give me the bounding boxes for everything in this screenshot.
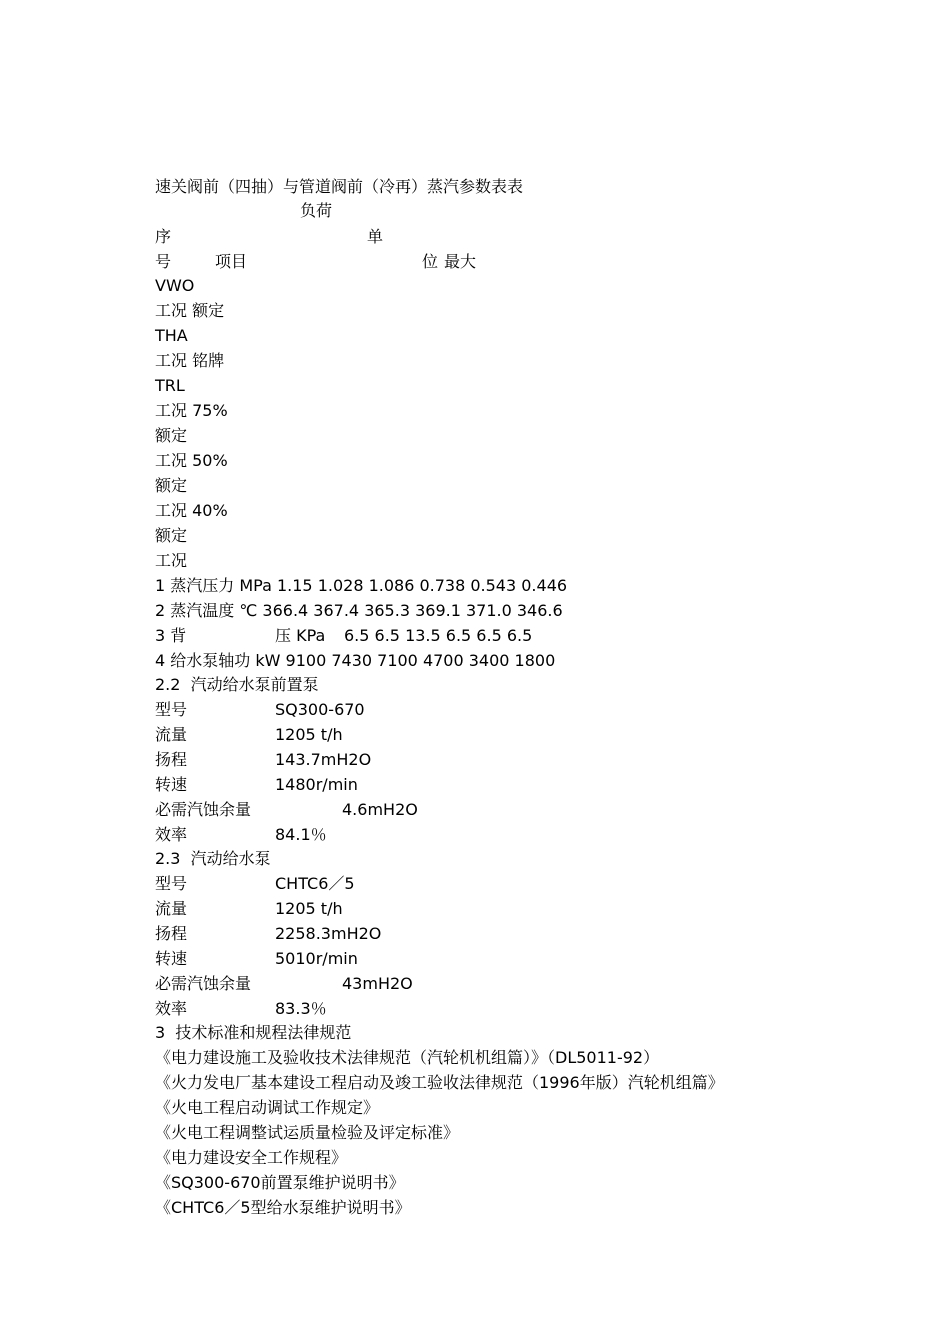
spec-value: 143.7mH2O — [275, 750, 372, 769]
spec-label: 必需汽蚀余量 — [155, 974, 252, 993]
spec-value: CHTC6／5 — [275, 874, 355, 893]
spec-value: 5010r/min — [275, 949, 358, 968]
spec-label: 转速 — [155, 775, 188, 794]
header-condition: 额定 — [155, 526, 188, 545]
header-condition: 工况 75% — [155, 401, 228, 420]
spec-label: 型号 — [155, 874, 188, 893]
table-row: 4 给水泵轴功 kW 9100 7430 7100 4700 3400 1800 — [155, 651, 556, 670]
row3-seq-item: 3 背 — [155, 626, 187, 645]
table-row: 2 蒸汽温度 ℃ 366.4 367.4 365.3 369.1 371.0 346.6 — [155, 601, 563, 620]
table-row: 1 蒸汽压力 MPa 1.15 1.028 1.086 0.738 0.543 0.446 — [155, 576, 568, 595]
spec-label: 转速 — [155, 949, 188, 968]
spec-label: 效率 — [155, 999, 188, 1018]
standard-item: 《电力建设安全工作规程》 — [155, 1148, 348, 1167]
header-condition: TRL — [155, 376, 185, 395]
header-condition: 额定 — [155, 476, 188, 495]
spec-value: 4.6mH2O — [342, 800, 418, 819]
spec-label: 必需汽蚀余量 — [155, 800, 252, 819]
section-23-title: 2.3 汽动给水泵 — [155, 849, 271, 868]
row3-item-unit: 压 KPa — [275, 626, 326, 645]
row3-values: 6.5 6.5 13.5 6.5 6.5 6.5 — [344, 626, 533, 645]
spec-value: SQ300-670 — [275, 700, 365, 719]
header-item: 项目 — [215, 252, 248, 271]
standard-item: 《电力建设施工及验收技术法律规范（汽轮机机组篇）》（DL5011-92） — [155, 1048, 660, 1067]
spec-value: 1205 t/h — [275, 725, 343, 744]
spec-value: 1480r/min — [275, 775, 358, 794]
header-unit-bottom: 位 — [422, 252, 439, 271]
header-condition: 工况 — [155, 551, 188, 570]
spec-value: 84.1％ — [275, 825, 327, 844]
section-22-title: 2.2 汽动给水泵前置泵 — [155, 675, 319, 694]
header-condition: 工况 50% — [155, 451, 228, 470]
header-max: 最大 — [444, 252, 477, 271]
header-seq-top: 序 — [155, 227, 172, 246]
spec-value: 43mH2O — [342, 974, 413, 993]
header-unit-top: 单 — [367, 227, 384, 246]
section-3-title: 3 技术标准和规程法律规范 — [155, 1023, 352, 1042]
standard-item: 《SQ300-670前置泵维护说明书》 — [155, 1173, 405, 1192]
spec-label: 流量 — [155, 899, 188, 918]
spec-label: 型号 — [155, 700, 188, 719]
header-seq-bottom: 号 — [155, 252, 172, 271]
header-condition: 工况 40% — [155, 501, 228, 520]
header-condition: THA — [155, 326, 188, 345]
header-condition: 额定 — [155, 426, 188, 445]
table-title: 速关阀前（四抽）与管道阀前（冷再）蒸汽参数表表 — [155, 177, 524, 196]
standard-item: 《火力发电厂基本建设工程启动及竣工验收法律规范（1996年版）汽轮机组篇》 — [155, 1073, 724, 1092]
header-load: 负荷 — [300, 201, 333, 220]
spec-value: 2258.3mH2O — [275, 924, 382, 943]
spec-label: 扬程 — [155, 750, 188, 769]
header-condition: 工况 额定 — [155, 301, 225, 320]
standard-item: 《火电工程启动调试工作规定》 — [155, 1098, 380, 1117]
standard-item: 《火电工程调整试运质量检验及评定标准》 — [155, 1123, 460, 1142]
header-condition: 工况 铭牌 — [155, 351, 225, 370]
spec-label: 效率 — [155, 825, 188, 844]
header-condition: VWO — [155, 276, 195, 295]
spec-value: 83.3％ — [275, 999, 327, 1018]
spec-value: 1205 t/h — [275, 899, 343, 918]
spec-label: 扬程 — [155, 924, 188, 943]
standard-item: 《CHTC6／5型给水泵维护说明书》 — [155, 1198, 411, 1217]
spec-label: 流量 — [155, 725, 188, 744]
